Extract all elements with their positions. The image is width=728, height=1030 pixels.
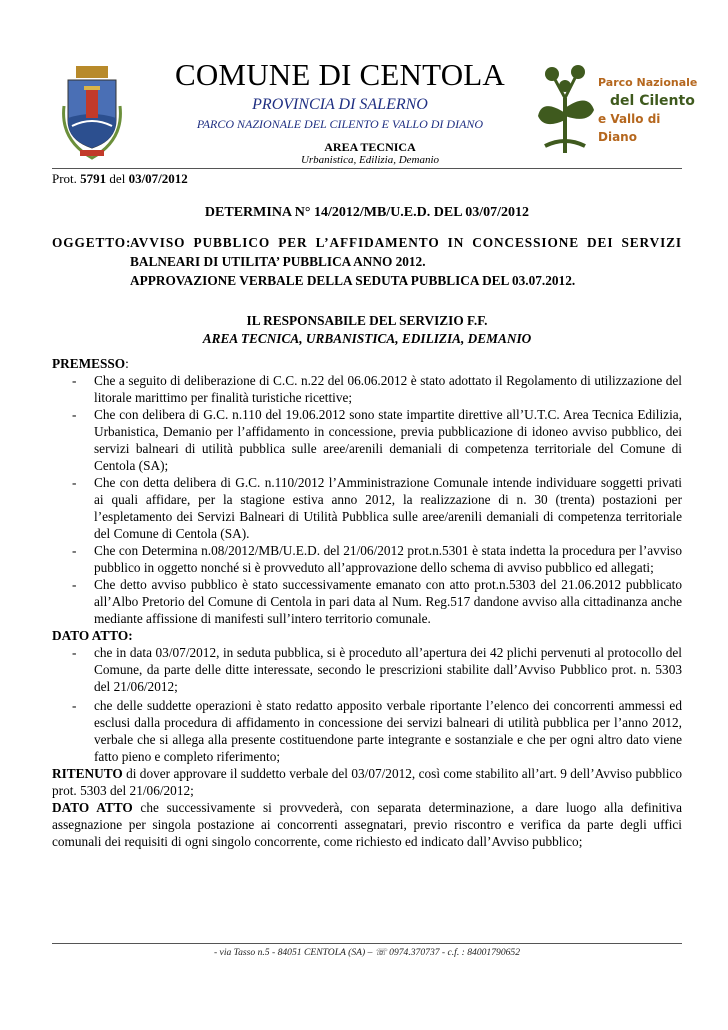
dato-atto-2-text: che successivamente si provvederà, con separata determinazione, a dare luogo alla definitiva assegnazione per singola postazione ai concorrenti assegnatari, previo riscontro e verifica da parte degli uffici comunali dei requisiti di ogni singolo concorrente, come richiesto ed indicato dall’Avviso pubblico;: [52, 800, 682, 849]
dato-atto-item-text: che in data 03/07/2012, in seduta pubblica, si è proceduto all’apertura dei 42 plichi pervenuti al protocollo del Comune, da parte delle ditte interessate, secondo le prescrizioni stabilite dall’Avviso Pubblico prot. n. 5303 del 21/06/2012;: [94, 645, 682, 694]
protocol-del: del: [109, 171, 126, 186]
protocol-number: 5791: [80, 171, 107, 186]
header-divider: [52, 168, 682, 169]
list-item: - Che con Determina n.08/2012/MB/U.E.D. del 21/06/2012 prot.n.5301 è stata indetta la procedura per l’avviso pubblico in oggetto nonché si è provveduto all’approvazione dello schema di avviso pubblico ed allegati;: [72, 543, 682, 575]
oggetto-label: OGGETTO:: [52, 235, 132, 250]
municipality-title: COMUNE DI CENTOLA: [174, 57, 506, 92]
oggetto-line-1: AVVISO PUBBLICO PER L’AFFIDAMENTO IN CONCESSIONE DEI SERVIZI: [130, 235, 682, 250]
park-logo-line-3: e Vallo di Diano: [598, 112, 661, 144]
protocol-date: 03/07/2012: [128, 171, 188, 186]
area-title: AREA TECNICA: [324, 140, 416, 154]
dato-atto-2-title: DATO ATTO: [52, 800, 133, 815]
list-item: - Che a seguito di deliberazione di C.C. n.22 del 06.06.2012 è stato adottato il Regolamento di utilizzazione del litorale marittimo per finalità turistiche ricettive;: [72, 373, 682, 405]
dato-atto-item-text: che delle suddette operazioni è stato redatto apposito verbale riportante l’elenco dei concorrenti ammessi ed esclusi dalla procedura di affidamento in concessione dei servizi balneari di utilità pubblica per l’anno 2012, verbale che si allega alla presente costituendone parte integrante e sostanziale e che per ogni altro dato viene fatto pieno e completo riferimento;: [94, 698, 682, 764]
responsabile-area: AREA TECNICA, URBANISTICA, EDILIZIA, DEMANIO: [202, 331, 532, 346]
responsabile-block: [52, 312, 682, 348]
park-plant-icon: [530, 58, 600, 158]
area-subtitle: Urbanistica, Edilizia, Demanio: [300, 154, 440, 166]
dato-atto-heading: DATO ATTO:: [52, 628, 133, 643]
premesso-item-text: Che detto avviso pubblico è stato successivamente emanato con atto prot.n.5303 del 21.06.2012 pubblicato all’Albo Pretorio del Comune di Centola in pari data al Num. Reg.517 dandone avviso alla cittadinanza anche mediante affissione di manifesti sull’intero territorio comunale.: [94, 577, 682, 626]
premesso-heading: [52, 355, 682, 372]
list-item: - che delle suddette operazioni è stato redatto apposito verbale riportante l’elenco dei concorrenti ammessi ed esclusi dalla procedura di affidamento in concessione dei servizi balneari di utilità pubblica per l’anno 2012, verbale che si allega alla presente costituendone parte integrante e sostanziale e che per ogni altro dato viene fatto pieno e completo riferimento;: [72, 698, 682, 764]
premesso-title: PREMESSO: [52, 356, 126, 371]
premesso-item-text: Che con delibera di G.C. n.110 del 19.06.2012 sono state impartite direttive all’U.T.C. Area Tecnica Edilizia, Urbanistica, Demanio per l’affidamento in concessione, previa pubblicazione di idoneo avviso pubblico, dei servizi balneari di utilità pubblica sulle aree/arenili demaniali di competenza territoriale del Comune di Centola (SA);: [94, 407, 682, 473]
document-body: [52, 355, 682, 850]
oggetto-line-3: APPROVAZIONE VERBALE DELLA SEDUTA PUBBLICA DEL 03.07.2012.: [130, 273, 576, 288]
ritenuto-paragraph: [52, 765, 682, 799]
determina-heading: DETERMINA N° 14/2012/MB/U.E.D. DEL 03/07/2012: [204, 205, 530, 220]
dato-atto-list: [52, 644, 682, 765]
responsabile-title: IL RESPONSABILE DEL SERVIZIO F.F.: [246, 313, 488, 328]
premesso-item-text: Che a seguito di deliberazione di C.C. n.22 del 06.06.2012 è stato adottato il Regolamento di utilizzazione del litorale marittimo per finalità turistiche ricettive;: [94, 373, 682, 405]
park-line: PARCO NAZIONALE DEL CILENTO E VALLO DI DIANO: [196, 117, 484, 131]
ritenuto-title: RITENUTO: [52, 766, 123, 781]
oggetto-line-2: BALNEARI DI UTILITA’ PUBBLICA ANNO 2012.: [130, 254, 426, 269]
premesso-item-text: Che con detta delibera di G.C. n.110/2012 l’Amministrazione Comunale intende individuare soggetti privati ai quali affidare, per la stagione estiva anno 2012, la realizzazione di n. 30 (trenta) postazioni per l’espletamento dei Servizi Balneari di Utilità Pubblica sulle aree/arenili demaniali di competenza territoriale del Comune di Centola (SA).: [94, 475, 682, 541]
province-line: PROVINCIA DI SALERNO: [252, 96, 428, 113]
footer-address: - via Tasso n.5 - 84051 CENTOLA (SA) – ☏ 0974.370737 - c.f. : 84001790652: [213, 947, 521, 958]
park-logo-line-1: Parco Nazionale: [598, 76, 698, 89]
list-item: - che in data 03/07/2012, in seduta pubblica, si è proceduto all’apertura dei 42 plichi pervenuti al protocollo del Comune, da parte delle ditte interessate, secondo le prescrizioni stabilite dall’Avviso Pubblico prot. n. 5303 del 21/06/2012;: [72, 645, 682, 694]
list-item: - Che detto avviso pubblico è stato successivamente emanato con atto prot.n.5303 del 21.06.2012 pubblicato all’Albo Pretorio del Comune di Centola in pari data al Num. Reg.517 dandone avviso alla cittadinanza anche mediante affissione di manifesti sull’intero territorio comunale.: [72, 577, 682, 626]
premesso-item-text: Che con Determina n.08/2012/MB/U.E.D. del 21/06/2012 prot.n.5301 è stata indetta la procedura per l’avviso pubblico in oggetto nonché si è provveduto all’approvazione dello schema di avviso pubblico ed allegati;: [94, 543, 682, 575]
list-item: - Che con delibera di G.C. n.110 del 19.06.2012 sono state impartite direttive all’U.T.C. Area Tecnica Edilizia, Urbanistica, Demanio per l’affidamento in concessione, previa pubblicazione di idoneo avviso pubblico, dei servizi balneari di utilità pubblica sulle aree/arenili demaniali di competenza territoriale del Comune di Centola (SA);: [72, 407, 682, 473]
dato-atto-2-paragraph: [52, 799, 682, 850]
footer-divider: [52, 943, 682, 944]
protocol-line: [52, 171, 188, 187]
protocol-label: Prot.: [52, 171, 77, 186]
oggetto-block: [52, 233, 682, 290]
premesso-colon: :: [125, 356, 129, 371]
list-item: - Che con detta delibera di G.C. n.110/2012 l’Amministrazione Comunale intende individuare soggetti privati ai quali affidare, per la stagione estiva anno 2012, la realizzazione di n. 30 (trenta) postazioni per l’espletamento dei Servizi Balneari di Utilità Pubblica sulle aree/arenili demaniali di competenza territoriale del Comune di Centola (SA).: [72, 475, 682, 541]
park-logo-line-2: del Cilento: [610, 93, 695, 109]
crest-logo: [62, 66, 122, 162]
premesso-list: [52, 372, 682, 627]
ritenuto-text: di dover approvare il suddetto verbale del 03/07/2012, così come stabilito all’art. 9 dell’Avviso pubblico prot. 5303 del 21/06/2012;: [52, 766, 682, 798]
park-logo: [530, 58, 700, 158]
